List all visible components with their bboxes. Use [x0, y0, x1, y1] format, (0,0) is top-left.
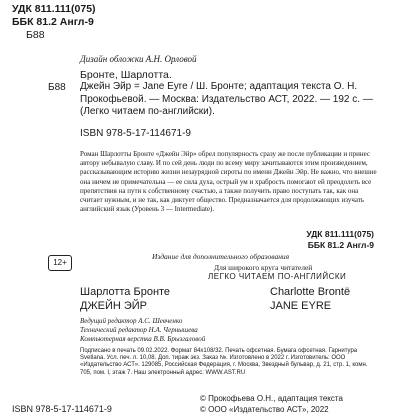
- lead-editor-credit: Ведущий редактор А.С. Шевченко: [80, 317, 183, 325]
- catalog-description: Джейн Эйр = Jane Eyre / Ш. Бронте; адаптация текста О. Н. Прокофьевой. — Москва: Издательство АСТ, 2022. — 192 с. — (Легко читаем по-английски).: [80, 81, 373, 117]
- catalog-heading: Бронте, Шарлотта.: [80, 69, 172, 81]
- audience-note: Для широкого круга читателей: [214, 263, 313, 272]
- education-note: Издание для дополнительного образования: [152, 252, 290, 261]
- age-rating-badge: 12+: [48, 255, 72, 271]
- cover-design-credit: Дизайн обложки А.Н. Орловой: [80, 54, 197, 64]
- tech-editor-credit: Технический редактор Н.А. Чернышева: [80, 326, 198, 334]
- layout-credit: Компьютерная верстка В.В. Брызгаловой: [80, 335, 206, 343]
- author-name-en: Charlotte Brontë: [270, 286, 351, 298]
- book-title-ru: ДЖЕЙН ЭЙР: [80, 300, 147, 312]
- copyright-publisher: © ООО «Издательство АСТ», 2022: [200, 405, 329, 414]
- footer-isbn: ISBN 978-5-17-114671-9: [12, 404, 112, 414]
- catalog-isbn: ISBN 978-5-17-114671-9: [80, 128, 191, 139]
- bbk-code-repeat: ББК 81.2 Англ-9: [307, 240, 374, 250]
- book-annotation: Роман Шарлотты Бронте «Джейн Эйр» обрел популярность сразу же после публикации и принес автору небывалую славу. И по сей день люди по всему миру зачитываются этим произведением, рассказывающим историю жизни незаурядной сироты по имени Джейн Эйр. Не важно, что внешне она ничем не примечательна — ее сила духа, острый ум и храбрость помогают ей преодолеть все препятствия на пути к собственному счастью, а также получить право поступать так, как она считает нужным, и не так, как диктует общество. Предназначается для продолжающих изучать английский язык (Уровень 3 — Intermediate).: [80, 150, 377, 214]
- udk-code: УДК 811.111(075): [12, 3, 96, 15]
- udk-code-repeat: УДК 811.111(075): [306, 229, 374, 239]
- author-code: Б88: [26, 29, 45, 41]
- catalog-author-code: Б88: [48, 82, 66, 93]
- series-name: ЛЕГКО ЧИТАЕМ ПО-АНГЛИЙСКИ: [208, 272, 347, 281]
- author-name-ru: Шарлотта Бронте: [80, 286, 171, 298]
- copyright-adaptation: © Прокофьева О.Н., адаптация текста: [200, 394, 343, 403]
- book-title-en: JANE EYRE: [270, 300, 332, 312]
- bbk-code: ББК 81.2 Англ-9: [12, 16, 94, 28]
- imprint-details: Подписано в печать 09.02.2022. Формат 84х108/32. Печать офсетная. Бумага офсетная. Гарнитура Svetlana. Усл. печ. л. 10,08. Доп. тираж экз. Заказ №. Изготовлено в 2022 г. Изготовитель: ООО «Издательство АСТ». 129085, Российская Федерация, г. Москва, Звездный бульвар, д. 21, стр. 1, комн. 705, пом. I, этаж 7. Наш электронный адрес: WWW.AST.RU: [80, 348, 368, 376]
